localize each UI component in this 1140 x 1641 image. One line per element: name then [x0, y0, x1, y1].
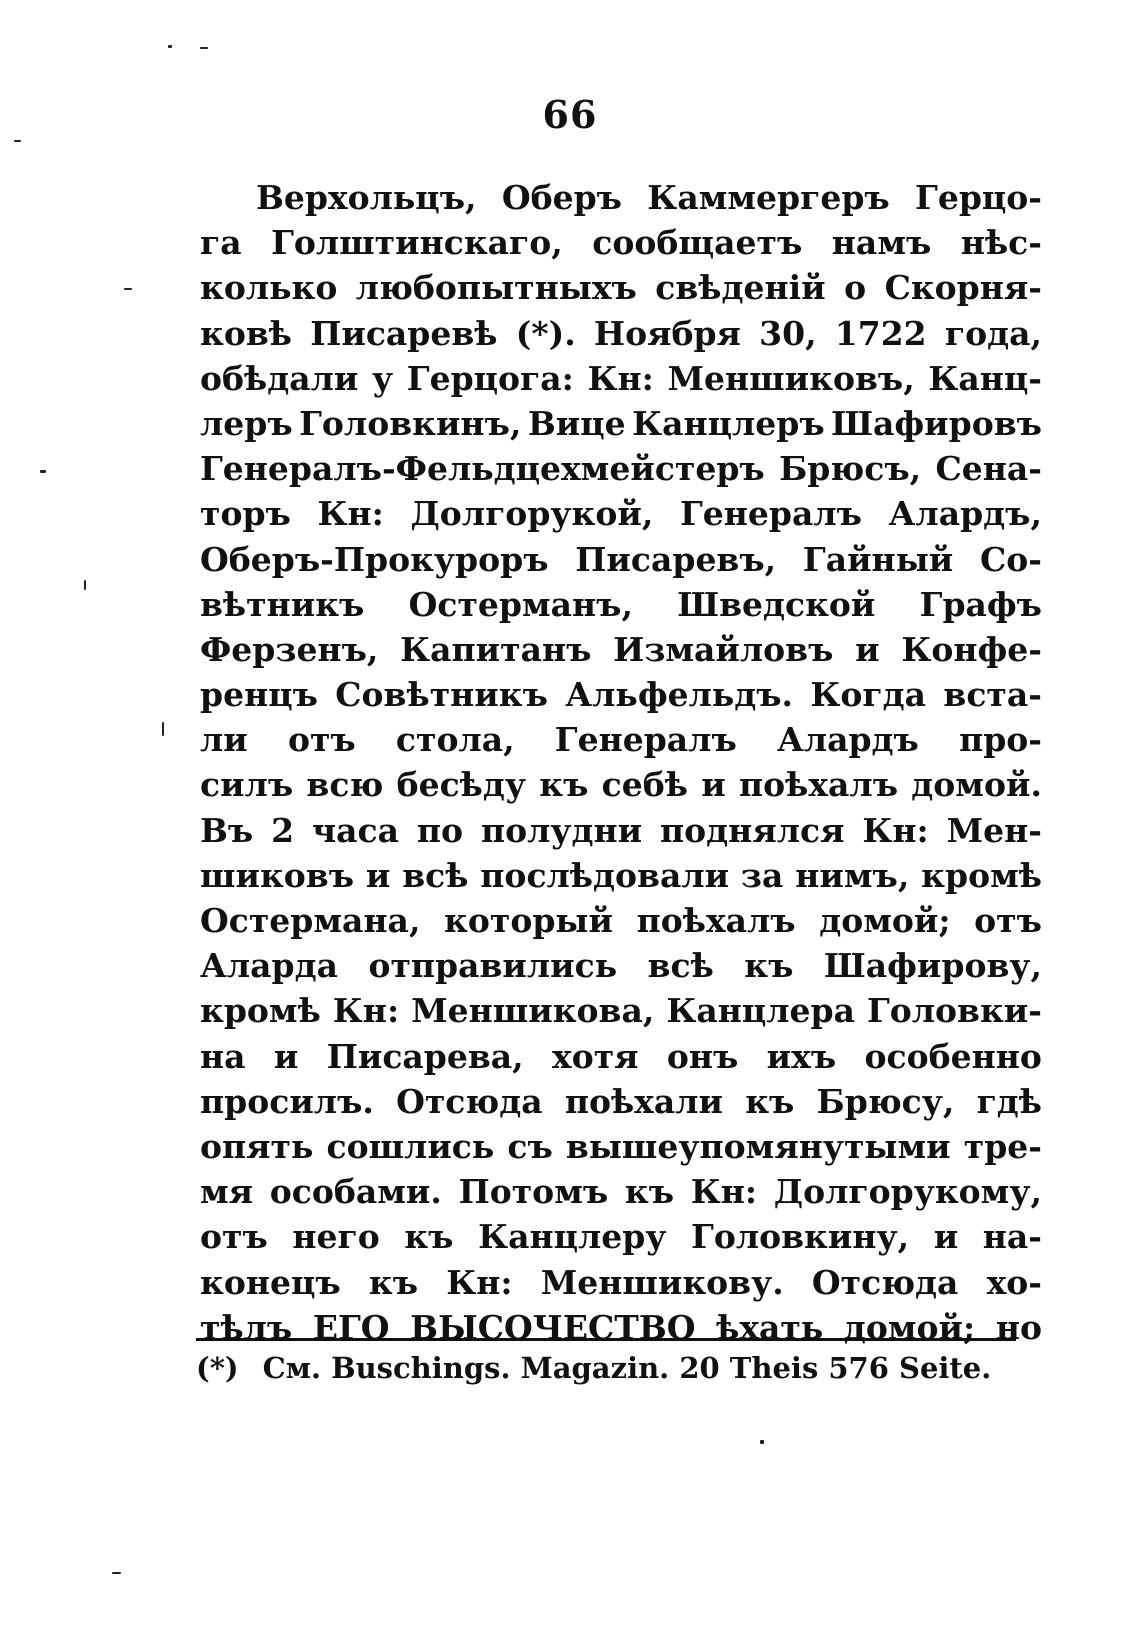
word: поѣхалъ	[739, 765, 899, 805]
word: и	[933, 1217, 959, 1257]
word: кромѣ	[200, 991, 321, 1031]
text-line	[200, 491, 1042, 536]
word: бесѣду	[396, 765, 526, 805]
word: домой.	[911, 765, 1042, 805]
word: и	[855, 629, 880, 669]
footnote	[196, 1348, 1016, 1388]
footnote-rule	[196, 1338, 1016, 1341]
text-line	[200, 446, 1042, 491]
word: га	[200, 223, 242, 263]
word: просилъ.	[200, 1081, 374, 1121]
word: него	[292, 1217, 380, 1257]
word: Ферзенъ,	[200, 629, 379, 669]
word: и	[273, 1036, 299, 1076]
word: гдѣ	[976, 1081, 1042, 1121]
text-line	[200, 1079, 1042, 1124]
word: о	[844, 268, 867, 308]
word: нимъ,	[795, 855, 910, 895]
word: который	[444, 901, 613, 940]
word: Канц-	[928, 358, 1042, 398]
word: Шафирову,	[823, 946, 1042, 986]
word: Меншикову.	[540, 1262, 784, 1302]
text-line	[200, 988, 1042, 1033]
word: 2	[271, 810, 295, 850]
word: Оберъ	[501, 178, 622, 217]
word: отъ	[287, 720, 356, 760]
word: Писаревѣ	[310, 313, 498, 353]
word: Гайный	[802, 539, 954, 579]
word: Кн:	[862, 810, 929, 850]
word: особами.	[269, 1172, 442, 1212]
word: Измайловъ	[613, 629, 834, 669]
word: Отсюда	[811, 1262, 959, 1302]
word: Брюсу,	[816, 1081, 955, 1121]
text-line	[200, 175, 1042, 220]
word: Головки-	[866, 991, 1042, 1031]
word: всю	[306, 765, 384, 805]
footnote-mark: (*)	[196, 1351, 239, 1385]
word: ЕГО	[312, 1307, 390, 1347]
word: Шафировъ	[831, 403, 1042, 443]
word: Кн:	[690, 1172, 758, 1212]
word: Головкину,	[691, 1217, 910, 1257]
word: Капитанъ	[400, 629, 592, 669]
word: силъ	[200, 765, 294, 805]
text-line	[200, 265, 1042, 310]
word: Потомъ	[458, 1172, 609, 1212]
word: Генералъ	[679, 494, 862, 534]
text-line	[200, 311, 1042, 356]
word: Со-	[980, 539, 1042, 579]
scan-speck	[14, 140, 21, 142]
word: Долгорукому,	[773, 1172, 1042, 1212]
word: Канцлера	[666, 991, 855, 1031]
word: Оберъ-Прокуроръ	[200, 539, 549, 579]
text-line	[200, 356, 1042, 401]
text-line	[200, 1169, 1042, 1214]
word: всѣ	[647, 946, 714, 986]
word: Остерманъ,	[408, 584, 633, 624]
word: хо-	[986, 1262, 1042, 1302]
word: у	[372, 358, 394, 398]
word: леръ	[200, 403, 293, 443]
word: за	[740, 855, 784, 895]
word: Скорня-	[884, 268, 1042, 308]
word: Альфельдъ.	[565, 675, 794, 715]
word: намъ	[831, 223, 932, 263]
word: про-	[959, 720, 1042, 760]
word: на	[200, 1036, 246, 1076]
text-line	[200, 1124, 1042, 1169]
word: поднялся	[660, 810, 845, 850]
word: 30,	[759, 313, 817, 353]
word: тре-	[963, 1126, 1042, 1166]
word: 1722	[834, 313, 927, 353]
word: къ	[744, 946, 794, 986]
word: ихъ	[766, 1036, 837, 1076]
word: Шведской	[677, 584, 876, 624]
word: Ноября	[593, 313, 741, 353]
page-number: 66	[542, 92, 598, 137]
text-line	[200, 537, 1042, 582]
word: Верхольцъ,	[256, 178, 477, 217]
word: Каммергеръ	[647, 178, 890, 217]
word: домой;	[819, 901, 951, 940]
word: Долгорукой,	[410, 494, 654, 534]
word: къ	[368, 1262, 419, 1302]
word: свѣденій	[655, 268, 826, 308]
word: Генералъ-Фельдцехмейстеръ	[200, 449, 765, 489]
text-line	[200, 672, 1042, 717]
scan-speck	[168, 45, 172, 48]
word: Совѣтникъ	[335, 675, 548, 715]
word: Меншикова,	[411, 991, 655, 1031]
word: къ	[539, 765, 589, 805]
text-line	[200, 943, 1042, 988]
word: Канцлеру	[478, 1217, 667, 1257]
word: онъ	[666, 1036, 739, 1076]
word: съ	[507, 1126, 553, 1166]
word: Алардъ	[776, 720, 919, 760]
scan-speck	[84, 580, 86, 590]
word: торъ	[200, 494, 291, 534]
word: нѣс-	[960, 223, 1042, 263]
scan-speck	[40, 470, 46, 473]
word: себѣ	[601, 765, 688, 805]
body-text	[200, 175, 1042, 1350]
word: и	[701, 765, 726, 805]
word: ковѣ	[200, 313, 292, 353]
word: года,	[944, 313, 1042, 353]
text-line	[200, 582, 1042, 627]
word: Вице	[527, 403, 626, 443]
word: сообщаетъ	[592, 223, 803, 263]
scan-speck	[760, 1440, 764, 1444]
word: кромѣ	[921, 855, 1042, 895]
word: конецъ	[200, 1262, 341, 1302]
text-line	[200, 1305, 1042, 1350]
word: опять	[200, 1126, 314, 1166]
word: поѣхали	[564, 1081, 723, 1121]
scan-speck	[124, 288, 132, 290]
footnote-text: См. Buschings. Magazin. 20 Theis 576 Seite.	[262, 1351, 992, 1385]
word: Сена-	[935, 449, 1042, 489]
word: вышеупомянутыми	[565, 1126, 951, 1166]
word: Кн:	[317, 494, 384, 534]
text-line	[200, 1034, 1042, 1079]
word: ѣхать	[716, 1307, 824, 1347]
word: часа	[311, 810, 399, 850]
word: полудни	[480, 810, 643, 850]
word: послѣдовали	[480, 855, 730, 895]
word: но	[995, 1307, 1042, 1347]
scan-speck	[112, 1572, 121, 1574]
word: по	[416, 810, 464, 850]
word: Когда	[810, 675, 927, 715]
word: Графъ	[919, 584, 1042, 624]
word: Остермана,	[200, 901, 421, 940]
word: отъ	[974, 901, 1042, 940]
word: къ	[745, 1081, 795, 1121]
text-line	[200, 1260, 1042, 1305]
word: Голштинскаго,	[271, 223, 563, 263]
word: Кн:	[332, 991, 400, 1031]
word: Кн:	[446, 1262, 513, 1302]
word: Канцлеръ	[632, 403, 825, 443]
word: Въ	[200, 810, 254, 850]
text-line	[200, 627, 1042, 672]
word: отправились	[368, 946, 618, 986]
word: мя	[200, 1172, 254, 1212]
word: (*).	[515, 313, 576, 353]
word: Аларда	[200, 946, 338, 986]
word: отъ	[200, 1217, 268, 1257]
word: домой;	[843, 1307, 976, 1347]
word: Кн:	[587, 358, 654, 398]
text-line	[200, 717, 1042, 762]
word: обѣдали	[200, 358, 359, 398]
word: Отсюда	[396, 1081, 543, 1121]
word: вѣтникъ	[200, 584, 365, 624]
word: колько	[200, 268, 338, 308]
word: особенно	[864, 1036, 1042, 1076]
word: къ	[624, 1172, 675, 1212]
word: Писарева,	[326, 1036, 524, 1076]
text-line	[200, 762, 1042, 807]
word: хотя	[552, 1036, 639, 1076]
word: Писаревъ,	[575, 539, 777, 579]
word: вста-	[943, 675, 1042, 715]
scan-speck	[200, 47, 208, 49]
word: на-	[982, 1217, 1042, 1257]
text-line	[200, 1214, 1042, 1259]
word: Алардъ,	[888, 494, 1042, 534]
word: Мен-	[946, 810, 1042, 850]
scan-speck	[162, 722, 164, 736]
word: Головкинъ,	[299, 403, 522, 443]
word: Генералъ	[554, 720, 737, 760]
word: ВЫСОЧЕСТВО	[410, 1307, 696, 1347]
word: Брюсъ,	[779, 449, 922, 489]
word: всѣ	[402, 855, 469, 895]
word: къ	[404, 1217, 454, 1257]
text-line	[200, 808, 1042, 853]
word: ренцъ	[200, 675, 318, 715]
word: Меншиковъ,	[667, 358, 915, 398]
text-line	[200, 898, 1042, 943]
text-line	[200, 401, 1042, 446]
text-line	[200, 220, 1042, 265]
word: стола,	[395, 720, 515, 760]
word: и	[365, 855, 391, 895]
word: шиковъ	[200, 855, 355, 895]
word: ли	[200, 720, 248, 760]
word: любопытныхъ	[355, 268, 637, 308]
word: Герцо-	[915, 178, 1042, 217]
word: Герцога:	[406, 358, 574, 398]
word: поѣхалъ	[636, 901, 796, 940]
word: тѣлъ	[200, 1307, 293, 1347]
word: Конфе-	[901, 629, 1042, 669]
text-line	[200, 853, 1042, 898]
word: сошлись	[326, 1126, 495, 1166]
